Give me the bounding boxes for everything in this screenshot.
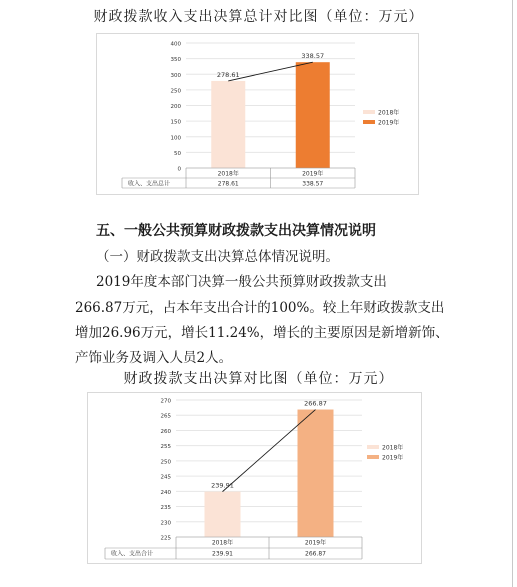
chart2-caption: 财政拨款支出决算对比图（单位：万元）: [123, 371, 394, 387]
sub-heading: （一）财政拨款支出决算总体情况说明。: [96, 249, 339, 265]
y-tick-label: 245: [160, 474, 171, 481]
legend-swatch: [363, 120, 375, 124]
income-expense-total-chart: [96, 33, 419, 195]
paragraph-line-4: 产饰业务及调入人员2人。: [75, 350, 233, 366]
y-tick-label: 230: [160, 520, 171, 527]
table-value: 338.57: [302, 180, 324, 188]
bar-2018年: [211, 81, 245, 168]
data-label: 266.87: [304, 399, 327, 408]
legend-swatch: [367, 455, 379, 459]
table-value: 266.87: [305, 550, 326, 558]
bar-2019年: [296, 62, 330, 168]
chart1-caption: 财政拨款收入支出决算总计对比图（单位：万元）: [93, 9, 424, 25]
y-tick-label: 270: [160, 398, 171, 405]
data-label: 338.57: [301, 52, 325, 61]
y-tick-label: 0: [177, 166, 181, 173]
bar-2018年: [205, 492, 241, 537]
legend-label: 2019年: [378, 119, 400, 127]
page-edge: [512, 0, 513, 587]
legend-label: 2019年: [382, 454, 404, 462]
x-tick-label: 2019年: [304, 539, 327, 547]
x-tick-label: 2019年: [302, 170, 324, 178]
bar-2019年: [298, 410, 334, 537]
x-tick-label: 2018年: [217, 170, 239, 178]
legend-swatch: [363, 110, 375, 114]
y-tick-label: 265: [160, 413, 171, 420]
paragraph-line-3: 增加26.96万元，增长11.24%，增长的主要原因是新增新饰、: [75, 325, 449, 341]
section-heading: 五、一般公共预算财政拨款支出决算情况说明: [96, 223, 376, 239]
legend-label: 2018年: [382, 444, 404, 452]
y-tick-label: 235: [160, 505, 171, 512]
y-tick-label: 150: [170, 119, 181, 126]
chart-svg: [97, 34, 418, 194]
paragraph-line-1: 2019年度本部门决算一般公共预算财政拨款支出: [96, 274, 387, 290]
y-tick-label: 300: [170, 72, 181, 79]
legend-label: 2018年: [378, 109, 400, 117]
y-tick-label: 260: [160, 428, 171, 435]
chart-svg: [88, 393, 421, 563]
y-tick-label: 50: [174, 150, 181, 157]
y-tick-label: 225: [160, 535, 171, 542]
table-row-label: 收入、支出合计: [111, 550, 154, 558]
y-tick-label: 250: [160, 459, 171, 466]
data-label: 239.91: [211, 481, 234, 490]
y-tick-label: 100: [170, 135, 181, 142]
table-value: 239.91: [212, 550, 233, 558]
y-tick-label: 255: [160, 444, 171, 451]
x-tick-label: 2018年: [211, 539, 234, 547]
y-tick-label: 350: [170, 57, 181, 64]
table-row-label: 收入、支出总计: [128, 180, 171, 188]
appropriation-expense-chart: [87, 392, 422, 564]
legend-swatch: [367, 445, 379, 449]
paragraph-line-2: 266.87万元，占本年支出合计的100%。较上年财政拨款支出: [75, 300, 445, 316]
data-label: 278.61: [216, 70, 240, 79]
y-tick-label: 250: [170, 88, 181, 95]
y-tick-label: 240: [160, 489, 171, 496]
table-value: 278.61: [217, 180, 239, 188]
y-tick-label: 200: [170, 104, 181, 110]
y-tick-label: 400: [170, 41, 181, 48]
